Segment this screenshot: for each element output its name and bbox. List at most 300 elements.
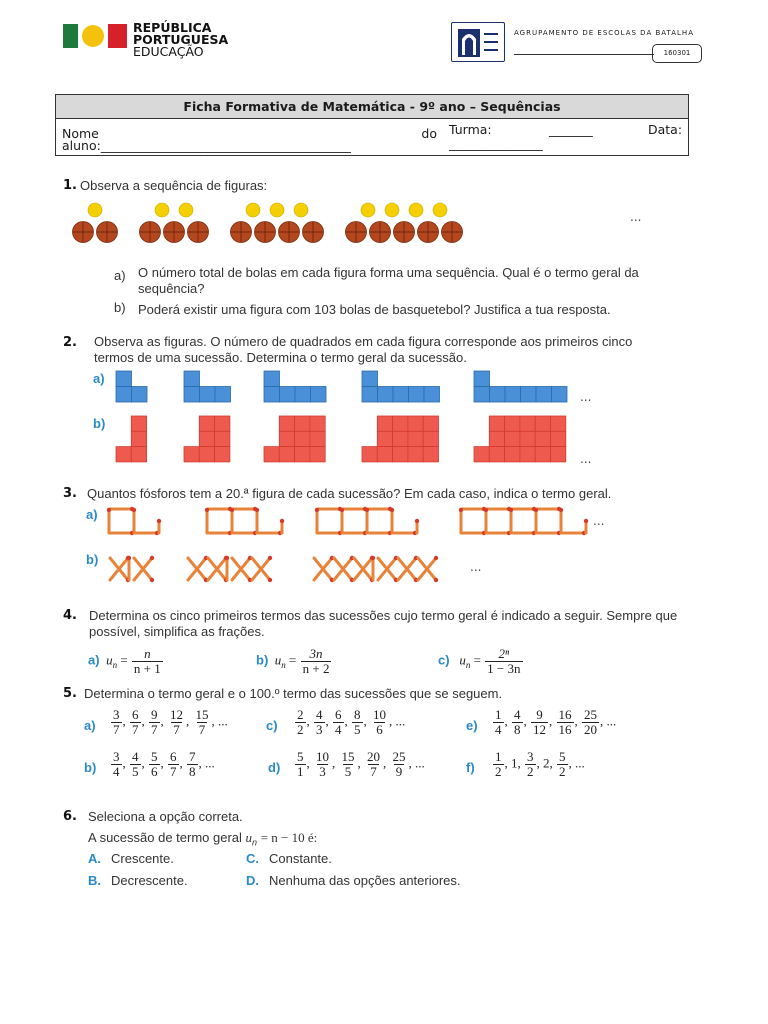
red-square <box>279 416 294 431</box>
denominator: 12 <box>533 722 546 737</box>
red-square <box>520 416 535 431</box>
matchstick-head <box>559 508 563 512</box>
blue-square <box>264 387 280 403</box>
q5-c-label: c) <box>266 718 278 733</box>
q1-text: Observa a sequência de figuras: <box>80 178 268 193</box>
numerator: 12 <box>170 707 183 722</box>
q2-b-figure-5 <box>474 416 566 462</box>
q3-a-figure-2 <box>205 507 284 535</box>
red-square <box>184 447 199 462</box>
q2-text: Observa as figuras. O número de quadrados em cada figura corresponde aos primeiros cinco termos de uma sucessão. Determina o termo geral da sucessão. <box>94 334 633 365</box>
matchstick-head <box>150 556 154 560</box>
q5-text: Determina o termo geral e o 100.º termo das sucessões que se seguem. <box>84 686 503 701</box>
numerator: 4 <box>316 707 323 722</box>
q5-c-sequence <box>294 708 405 737</box>
q4-formula-b: b) $u_n$ = $\frac{3n}{n + 2}$ <box>256 646 330 676</box>
red-square <box>295 431 310 446</box>
red-square <box>377 416 392 431</box>
class-label: Turma: <box>449 122 492 137</box>
numerator: 3 <box>113 749 120 764</box>
red-square <box>377 447 392 462</box>
q5-d-sequence <box>294 750 425 779</box>
separator: , <box>160 713 167 729</box>
q5-f-label: f) <box>466 760 475 775</box>
matchstick-head <box>268 556 272 560</box>
school-logo <box>451 22 505 62</box>
separator: , ... <box>211 713 228 729</box>
fraction-term <box>194 708 211 737</box>
yellow-ball <box>88 203 102 217</box>
separator: , <box>141 713 148 729</box>
red-square <box>551 431 566 446</box>
fraction-term <box>333 708 344 737</box>
q2-a-figure-5 <box>474 371 567 402</box>
separator: , <box>122 713 129 729</box>
red-square <box>423 416 438 431</box>
red-square <box>199 447 214 462</box>
denominator: 7 <box>151 722 158 737</box>
numerator: 5 <box>151 749 158 764</box>
q3-text: Quantos fósforos tem a 20.ª figura de cada sucessão? Em cada caso, indica o termo geral. <box>87 486 612 501</box>
q3-b-figure-3 <box>314 556 438 582</box>
q3-a-matchstick-figures <box>108 507 598 537</box>
matchstick-head <box>225 556 229 560</box>
matchstick-head <box>509 508 513 512</box>
fraction-term <box>111 750 122 779</box>
fraction-term <box>314 708 325 737</box>
red-square <box>520 447 535 462</box>
separator: , <box>549 713 556 729</box>
name-field-line[interactable]: ________________________________________ <box>100 138 351 153</box>
numerator: 16 <box>558 707 572 722</box>
q1-ellipsis: ... <box>630 210 642 224</box>
red-square <box>131 416 146 431</box>
matchstick-head <box>150 578 154 582</box>
fraction-term <box>149 708 160 737</box>
denominator: 7 <box>173 722 180 737</box>
q3-a-figure-1 <box>107 507 161 535</box>
fraction-term <box>168 708 185 737</box>
fraction-term <box>130 750 141 779</box>
blue-square <box>362 371 378 387</box>
blue-square <box>409 387 425 403</box>
q2-b-figure-3 <box>264 416 325 462</box>
red-square <box>551 416 566 431</box>
red-square <box>131 431 146 446</box>
denominator: 9 <box>395 764 403 779</box>
q4-formula-c: c) $u_n$ = $\frac{\text{2ⁿ}}{1 - 3n}$ <box>438 646 521 676</box>
denominator: 16 <box>558 722 572 737</box>
numerator: 8 <box>354 707 361 722</box>
fraction-term <box>352 708 363 737</box>
matchstick-head <box>434 556 438 560</box>
separator: , <box>179 755 186 771</box>
denominator: 6 <box>376 722 383 737</box>
q6-line2: A sucessão de termo geral $u_n = n - 10$ é: <box>88 830 318 848</box>
denominator: 7 <box>370 764 377 779</box>
red-square <box>393 447 408 462</box>
q2-a-label: a) <box>93 371 105 386</box>
numerator: 6 <box>170 749 177 764</box>
separator: , <box>332 755 339 771</box>
fraction-term <box>295 708 306 737</box>
separator: , <box>523 713 530 729</box>
red-square <box>408 447 423 462</box>
numerator: 10 <box>316 749 329 764</box>
separator: , <box>306 755 313 771</box>
name-label-full: aluno:________________________________________ <box>62 138 351 153</box>
numerator: 15 <box>341 749 355 764</box>
matchstick-head <box>230 508 234 512</box>
blue-square <box>490 387 506 403</box>
name-label: Nome do <box>62 126 437 141</box>
matchstick-head <box>205 508 209 512</box>
denominator: 8 <box>189 764 196 779</box>
blue-square <box>378 387 394 403</box>
fraction-term <box>187 750 198 779</box>
denominator: 4 <box>113 764 120 779</box>
matchstick-head <box>255 508 259 512</box>
red-square <box>393 416 408 431</box>
yellow-ball <box>246 203 260 217</box>
denominator: 4 <box>495 722 502 737</box>
yellow-ball <box>385 203 399 217</box>
red-square <box>295 447 310 462</box>
student-info-row <box>56 119 688 156</box>
separator: , <box>186 713 193 729</box>
red-square <box>535 431 550 446</box>
numerator: 5 <box>297 749 304 764</box>
denominator: 2 <box>297 722 304 737</box>
denominator: 7 <box>170 764 177 779</box>
q3-b-matchstick-figures <box>108 556 478 582</box>
red-square <box>505 416 520 431</box>
blue-square <box>424 387 440 403</box>
fraction-term <box>365 750 382 779</box>
q6-number: 6. <box>63 809 77 824</box>
numerator: 10 <box>373 707 386 722</box>
q5-a-label: a) <box>84 718 96 733</box>
separator: , ... <box>600 713 617 729</box>
government-logo-text: REPÚBLICA PORTUGUESA EDUCAÇÃO <box>133 20 229 59</box>
q5-b-label: b) <box>84 760 97 775</box>
separator: , <box>357 755 364 771</box>
matchstick-head <box>157 519 161 523</box>
yellow-ball <box>155 203 169 217</box>
blue-square <box>521 387 537 403</box>
q6-option-a[interactable]: A. Crescente. <box>88 851 174 866</box>
q3-a-ellipsis: ... <box>593 514 605 528</box>
q4-number: 4. <box>63 608 77 623</box>
red-square <box>489 447 504 462</box>
denominator: 4 <box>335 722 342 737</box>
red-square <box>423 431 438 446</box>
q2-b-figure-1 <box>116 416 147 462</box>
q5-e-label: e) <box>466 718 478 733</box>
red-square <box>310 431 325 446</box>
q4-formula-a: a) $u_n$ = $\frac{n}{n + 1}$ <box>88 646 161 676</box>
denominator: 7 <box>132 722 139 737</box>
q1-b-text: Poderá existir uma figura com 103 bolas de basquetebol? Justifica a tua resposta. <box>138 302 611 317</box>
fraction-term <box>557 708 574 737</box>
red-square <box>535 447 550 462</box>
denominator: 20 <box>584 722 597 737</box>
blue-square <box>474 371 490 387</box>
red-square <box>489 431 504 446</box>
yellow-ball <box>409 203 423 217</box>
numerator: 6 <box>132 707 139 722</box>
red-square <box>551 447 566 462</box>
fraction-term <box>149 750 160 779</box>
date-field-line[interactable]: _______________ <box>449 136 543 151</box>
numerator: 2 <box>297 707 304 722</box>
blue-square <box>264 371 280 387</box>
numerator: 7 <box>189 749 196 764</box>
blue-square <box>474 387 490 403</box>
denominator: 7 <box>198 722 206 737</box>
fraction-term <box>493 708 504 737</box>
blue-square <box>184 371 200 387</box>
q5-d-label: d) <box>268 760 281 775</box>
q2-b-red-square-figures <box>116 415 586 463</box>
q1-a-text: O número total de bolas em cada figura forma uma sequência. Qual é o termo geral da sequência? <box>138 265 639 296</box>
red-square <box>131 447 146 462</box>
separator: , <box>383 755 390 771</box>
fraction-term <box>340 750 357 779</box>
q5-number: 5. <box>63 686 77 701</box>
q2-b-figure-2 <box>184 416 230 462</box>
separator: , ... <box>408 755 425 771</box>
q2-b-ellipsis: ... <box>580 452 592 466</box>
fraction-term <box>168 750 179 779</box>
fraction-term <box>295 750 306 779</box>
q2-number: 2. <box>63 335 77 350</box>
fraction-term <box>314 750 331 779</box>
blue-square <box>393 387 409 403</box>
red-square <box>393 431 408 446</box>
red-square <box>423 447 438 462</box>
school-divider <box>514 54 654 55</box>
numerator: 9 <box>151 707 158 722</box>
red-square <box>310 447 325 462</box>
numerator: 15 <box>195 707 209 722</box>
fraction-term <box>111 708 122 737</box>
blue-square <box>116 371 132 387</box>
red-square <box>362 447 377 462</box>
red-square <box>489 416 504 431</box>
red-square <box>310 416 325 431</box>
blue-square <box>505 387 521 403</box>
yellow-ball <box>361 203 375 217</box>
red-square <box>279 431 294 446</box>
blue-square <box>362 387 378 403</box>
q5-a-sequence <box>110 708 228 737</box>
q6-option-d[interactable]: D. Nenhuma das opções anteriores. <box>246 873 461 888</box>
matchstick-head <box>415 519 419 523</box>
numerator: 4 <box>132 749 139 764</box>
q3-a-label: a) <box>86 507 98 522</box>
red-square <box>520 431 535 446</box>
denominator: 7 <box>113 722 120 737</box>
q1-b-label: b) <box>114 300 126 315</box>
blue-square <box>295 387 311 403</box>
red-square <box>199 416 214 431</box>
blue-square <box>132 387 148 403</box>
blue-square <box>536 387 552 403</box>
matchstick-head <box>365 508 369 512</box>
matchstick-head <box>315 508 319 512</box>
matchstick-head <box>459 508 463 512</box>
q1-ball-figures <box>75 200 635 246</box>
red-square <box>505 431 520 446</box>
school-logo-icon <box>452 23 506 63</box>
separator: , ... <box>389 713 406 729</box>
q2-a-figure-2 <box>184 371 231 402</box>
numerator: 9 <box>536 707 543 722</box>
q4-text: Determina os cinco primeiros termos das sucessões cujo termo geral é indicado a seguir. Sempre que possível, simplifica as frações. <box>89 608 678 639</box>
q3-b-figure-2 <box>188 556 272 582</box>
numerator: 4 <box>514 707 521 722</box>
blue-square <box>200 387 216 403</box>
denominator: 5 <box>344 764 352 779</box>
matchstick-head <box>340 508 344 512</box>
red-square <box>215 416 230 431</box>
separator: , <box>363 713 370 729</box>
separator: , <box>306 713 313 729</box>
denominator: 1 <box>297 764 304 779</box>
matchstick-head <box>280 519 284 523</box>
blue-square <box>215 387 231 403</box>
separator: , <box>574 713 581 729</box>
fraction-term <box>371 708 388 737</box>
blue-square <box>116 387 132 403</box>
fraction-term <box>531 708 548 737</box>
separator: , <box>344 713 351 729</box>
separator: , <box>122 755 129 771</box>
yellow-ball <box>270 203 284 217</box>
q1-figure-4 <box>346 203 463 243</box>
numerator: 1 <box>495 707 502 722</box>
q3-a-figure-4 <box>459 507 588 535</box>
fraction-term <box>582 708 599 737</box>
matchstick-head <box>371 556 375 560</box>
blue-square <box>280 387 296 403</box>
separator: , ... <box>198 755 215 771</box>
q3-b-figure-1 <box>110 556 154 582</box>
red-square <box>279 447 294 462</box>
matchstick-head <box>390 508 394 512</box>
matchstick-head <box>268 578 272 582</box>
q3-b-label: b) <box>86 552 99 567</box>
q3-a-figure-3 <box>315 507 419 535</box>
q5-e-sequence <box>492 708 616 737</box>
separator: , <box>141 755 148 771</box>
red-square <box>215 431 230 446</box>
yellow-ball <box>179 203 193 217</box>
q2-a-ellipsis: ... <box>580 390 592 404</box>
q3-number: 3. <box>63 486 77 501</box>
date-label: Data: <box>648 122 683 137</box>
matchstick-head <box>534 508 538 512</box>
q2-a-figure-4 <box>362 371 440 402</box>
numerator: 6 <box>335 707 342 722</box>
denominator: 6 <box>151 764 158 779</box>
q5-b-sequence <box>110 750 215 779</box>
worksheet-title: Ficha Formativa de Matemática - 9º ano – Sequências <box>56 95 688 119</box>
matchstick-head <box>584 519 588 523</box>
numerator: 3 <box>113 707 120 722</box>
matchstick-head <box>107 508 111 512</box>
school-name: AGRUPAMENTO DE ESCOLAS DA BATALHA <box>514 29 694 37</box>
blue-square <box>184 387 200 403</box>
red-square <box>377 431 392 446</box>
q6-option-c[interactable]: C. Constante. <box>246 851 332 866</box>
red-square <box>474 447 489 462</box>
red-square <box>199 431 214 446</box>
q6-option-b[interactable]: B. Decrescente. <box>88 873 188 888</box>
red-square <box>535 416 550 431</box>
matchstick-head <box>132 508 136 512</box>
q1-figure-1 <box>73 203 118 243</box>
denominator: 5 <box>132 764 139 779</box>
denominator: 3 <box>316 722 323 737</box>
q1-number: 1. <box>63 178 77 193</box>
class-field-line[interactable]: _______ <box>549 122 593 137</box>
portugal-flag-logo <box>63 24 127 48</box>
q1-figure-3 <box>231 203 324 243</box>
q2-a-blue-square-figures <box>116 370 586 402</box>
red-square <box>295 416 310 431</box>
red-square <box>505 447 520 462</box>
yellow-ball <box>294 203 308 217</box>
red-square <box>116 447 131 462</box>
q3-b-ellipsis: ... <box>470 560 482 574</box>
red-square <box>408 431 423 446</box>
matchstick-head <box>484 508 488 512</box>
denominator: 5 <box>354 722 361 737</box>
q2-a-figure-1 <box>116 371 147 402</box>
matchstick-head <box>434 578 438 582</box>
matchstick-head <box>127 556 131 560</box>
fraction-term <box>391 750 408 779</box>
q1-a-label: a) <box>114 268 126 283</box>
q1-figure-2 <box>140 203 209 243</box>
red-square <box>408 416 423 431</box>
numerator: 25 <box>392 749 406 764</box>
denominator: 8 <box>514 722 521 737</box>
q2-b-figure-4 <box>362 416 439 462</box>
separator: , <box>160 755 167 771</box>
separator: , <box>325 713 332 729</box>
blue-square <box>311 387 327 403</box>
fraction-term <box>130 708 141 737</box>
separator: , <box>504 713 511 729</box>
numerator: 25 <box>584 707 597 722</box>
blue-square <box>552 387 568 403</box>
title-table <box>55 94 689 156</box>
school-code: 160301 <box>652 44 702 63</box>
denominator: 3 <box>319 764 326 779</box>
q2-b-label: b) <box>93 416 106 431</box>
red-square <box>215 447 230 462</box>
q6-line1: Seleciona a opção correta. <box>88 809 243 824</box>
q5-f-sequence: $\frac{1}{2}$ , 1, $\frac{3}{2}$ , 2, $\frac{5}{2}$ , ... <box>495 749 585 779</box>
red-square <box>264 447 279 462</box>
fraction-term <box>512 708 523 737</box>
yellow-ball <box>433 203 447 217</box>
numerator: 20 <box>367 749 380 764</box>
q2-a-figure-3 <box>264 371 326 402</box>
